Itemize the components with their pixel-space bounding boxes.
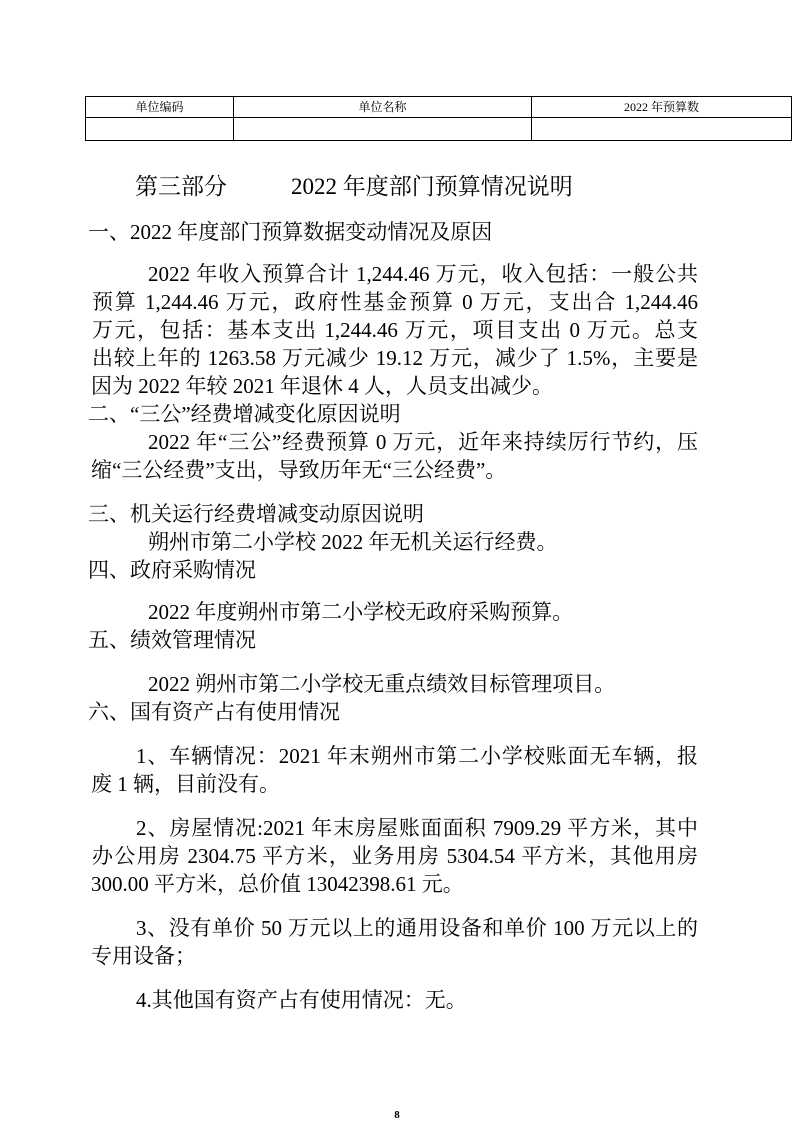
table-row (86, 118, 792, 141)
list-item-line: 300.00 平方米，总价值 13042398.61 元。 (91, 872, 464, 896)
paragraph-line: 2022 年度朔州市第二小学校无政府采购预算。 (148, 600, 574, 624)
budget-table (85, 96, 792, 141)
paragraph-line: 出较上年的 1263.58 万元减少 19.12 万元，减少了 1.5%，主要是 (92, 346, 698, 370)
paragraph-line: 朔州市第二小学校 2022 年无机关运行经费。 (148, 530, 558, 554)
table-cell (86, 118, 234, 141)
table-header-row (86, 97, 792, 118)
section-heading: 三、机关运行经费增减变动原因说明 (88, 502, 424, 526)
paragraph-line: 缩“三公经费”支出，导致历年无“三公经费”。 (91, 458, 507, 482)
page-title: 2022 年度部门预算情况说明 (291, 174, 573, 199)
paragraph-line: 因为 2022 年较 2021 年退休 4 人，人员支出减少。 (91, 374, 553, 398)
section-heading: 五、绩效管理情况 (88, 628, 256, 652)
paragraph-line: 2022 年收入预算合计 1,244.46 万元，收入包括：一般公共 (148, 262, 698, 286)
paragraph-line: 2022 年“三公”经费预算 0 万元，近年来持续厉行节约，压 (148, 430, 698, 454)
list-item-line: 3、没有单价 50 万元以上的通用设备和单价 100 万元以上的 (136, 916, 698, 940)
table-cell (532, 118, 792, 141)
section-heading: 二、“三公”经费增减变化原因说明 (88, 402, 401, 426)
section-heading: 六、国有资产占有使用情况 (88, 700, 340, 724)
paragraph-line: 预算 1,244.46 万元，政府性基金预算 0 万元，支出合 1,244.46 (92, 290, 698, 314)
table-header-budget: 2022 年预算数 (532, 97, 792, 118)
table-cell (234, 118, 532, 141)
list-item-line: 4.其他国有资产占有使用情况：无。 (136, 988, 467, 1012)
page-number: 8 (394, 1109, 400, 1121)
list-item-line: 2、房屋情况:2021 年末房屋账面面积 7909.29 平方米，其中 (136, 816, 698, 840)
table-header-unit-name: 单位名称 (234, 97, 532, 118)
list-item-line: 办公用房 2304.75 平方米，业务用房 5304.54 平方米，其他用房 (92, 844, 698, 868)
section-heading: 四、政府采购情况 (88, 558, 256, 582)
part-label: 第三部分 (135, 174, 227, 199)
table-header-unit-code: 单位编码 (86, 97, 234, 118)
section-heading: 一、2022 年度部门预算数据变动情况及原因 (88, 220, 493, 244)
paragraph-line: 2022 朔州市第二小学校无重点绩效目标管理项目。 (148, 672, 616, 696)
list-item-line: 1、车辆情况：2021 年末朔州市第二小学校账面无车辆，报 (136, 744, 698, 768)
list-item-line: 废 1 辆，目前没有。 (91, 772, 280, 796)
list-item-line: 专用设备； (91, 944, 196, 968)
paragraph-line: 万元，包括：基本支出 1,244.46 万元，项目支出 0 万元。总支 (92, 318, 698, 342)
